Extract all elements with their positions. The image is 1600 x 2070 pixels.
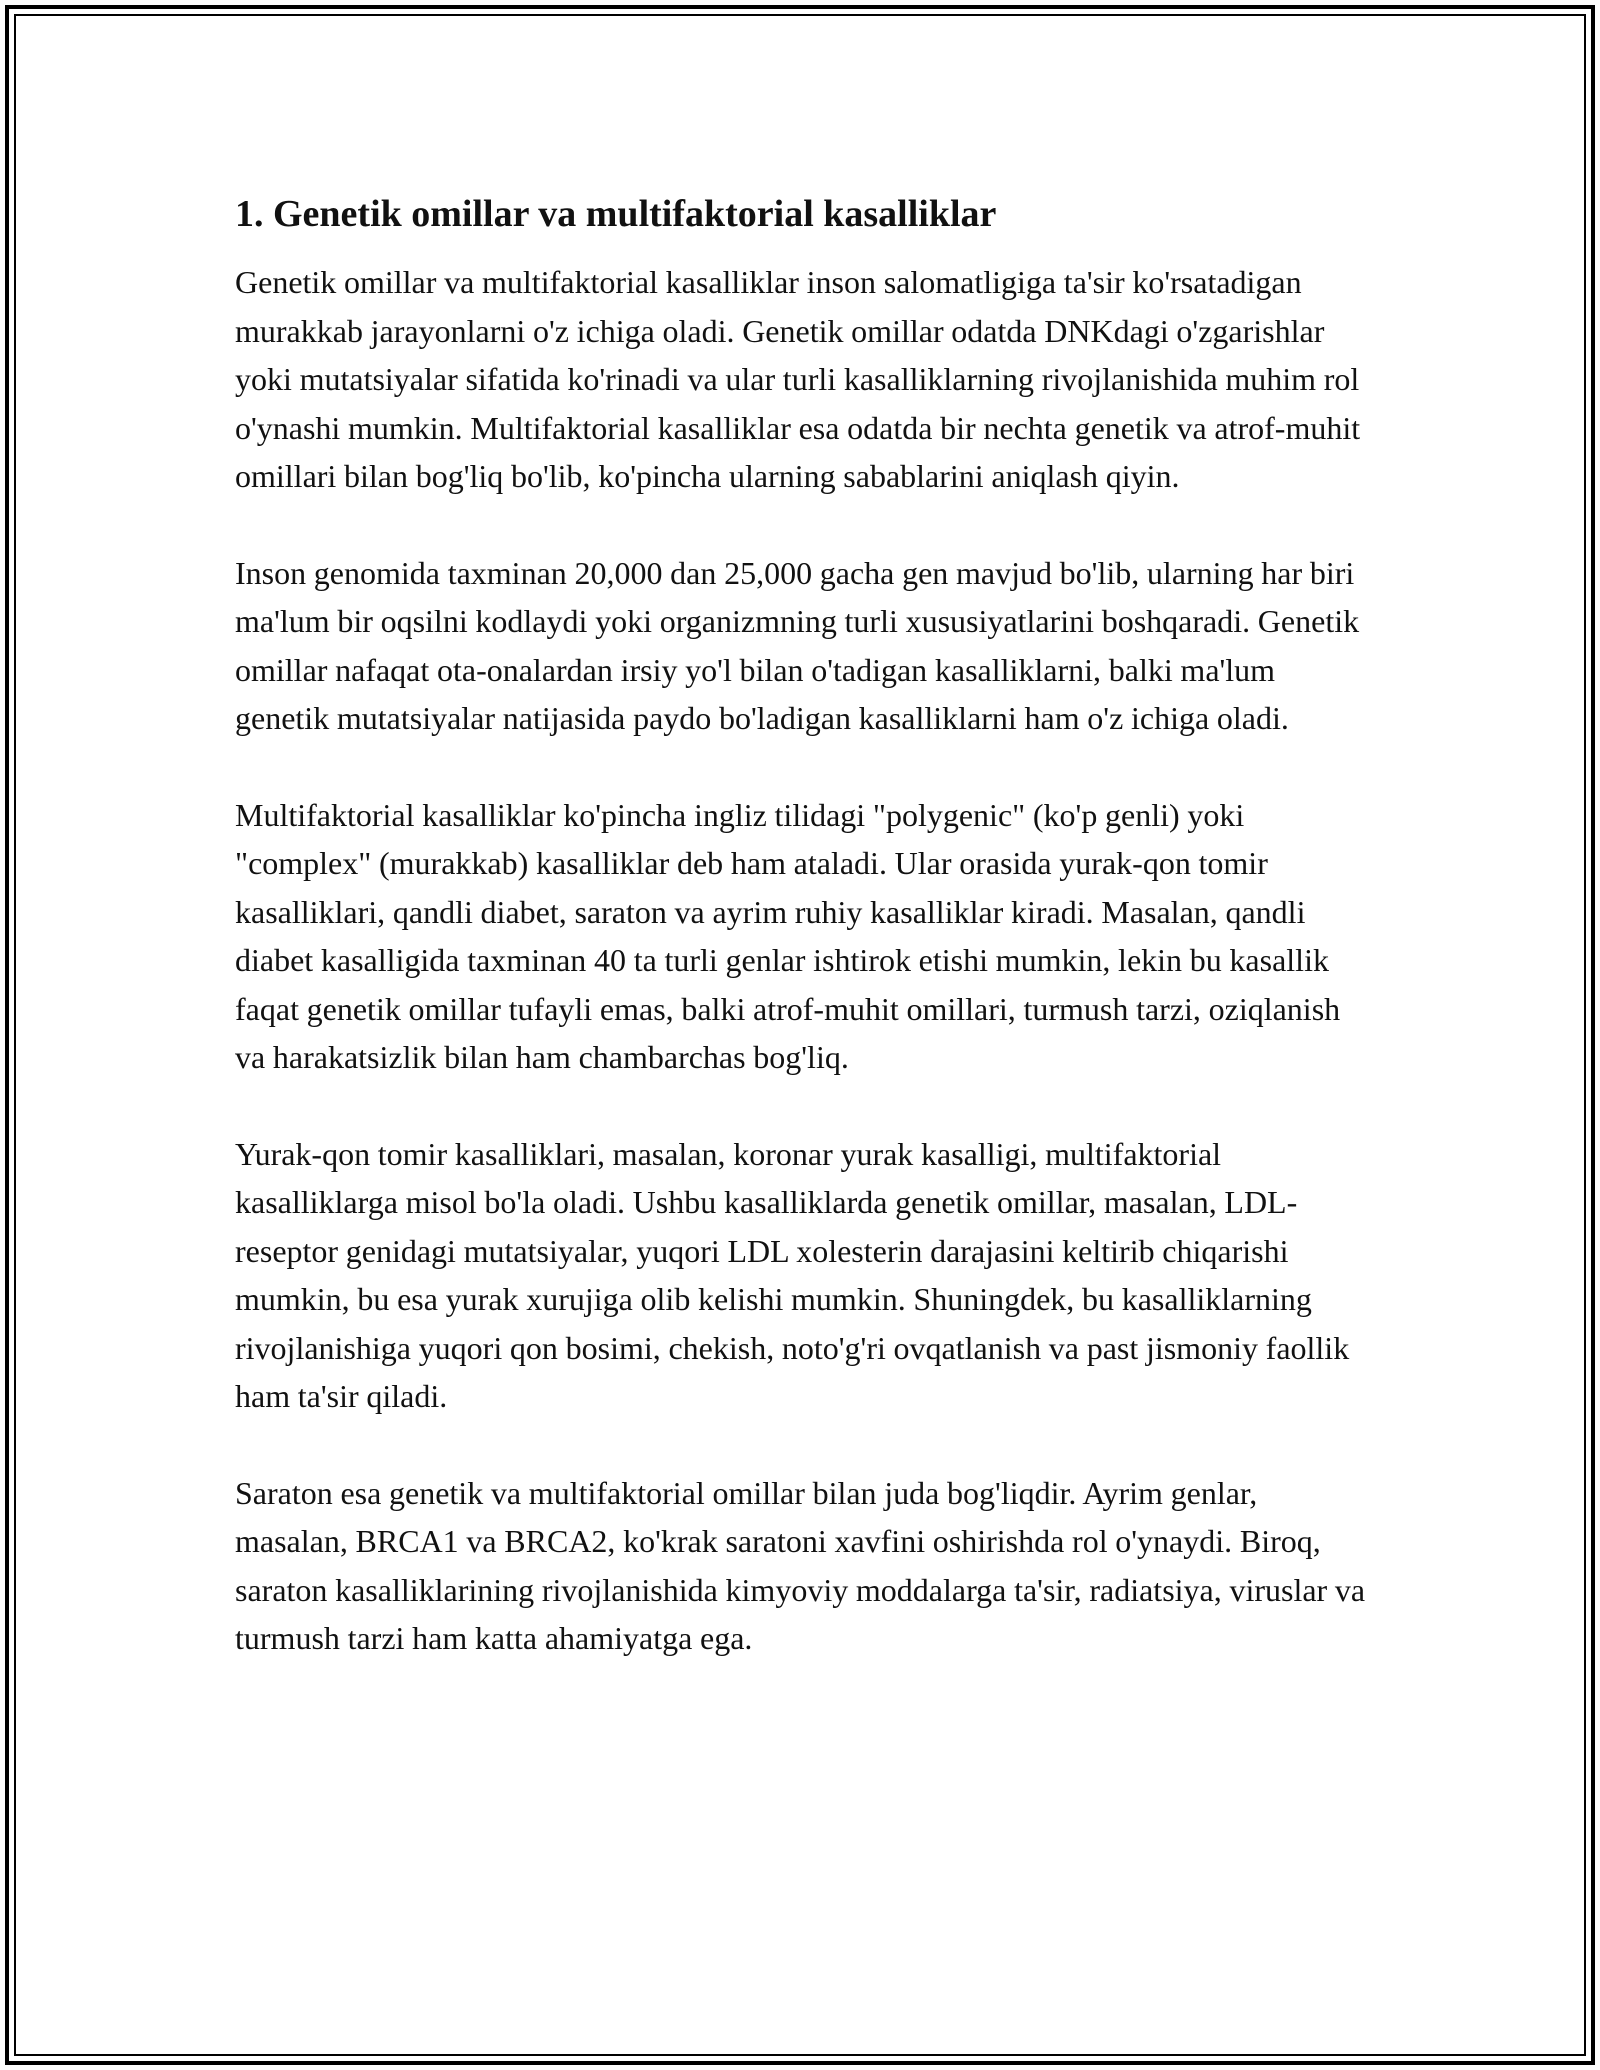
paragraph-cancer: Saraton esa genetik va multifaktorial omillar bilan juda bog'liqdir. Ayrim genlar, masalan, BRCA1 va BRCA2, ko'krak saratoni xavfini oshirishda rol o'ynaydi. Biroq, saraton kasalliklarining rivojlanishida kimyoviy moddalarga ta'sir, radiatsiya, viruslar va turmush tarzi ham katta ahamiyatga ega. xyxy=(235,1474,1366,1656)
section-heading: 1. Genetik omillar va multifaktorial kasalliklar xyxy=(235,193,997,235)
paragraph-cardiovascular: Yurak-qon tomir kasalliklari, masalan, koronar yurak kasalligi, multifaktorial kasalliklarga misol bo'la oladi. Ushbu kasalliklarda genetik omillar, masalan, LDL-reseptor genidagi mutatsiyalar, yuqori LDL xolesterin darajasini keltirib chiqarishi mumkin, bu esa yurak xurujiga olib kelishi mumkin. Shuningdek, bu kasalliklarning rivojlanishiga yuqori qon bosimi, chekish, noto'g'ri ovqatlanish va past jismoniy faollik ham ta'sir qiladi. xyxy=(235,1135,1350,1414)
paragraph-intro: Genetik omillar va multifaktorial kasalliklar inson salomatligiga ta'sir ko'rsatadigan murakkab jarayonlarni o'z ichiga oladi. Genetik omillar odatda DNKdagi o'zgarishlar yoki mutatsiyalar sifatida ko'rinadi va ular turli kasalliklarning rivojlanishida muhim rol o'ynashi mumkin. Multifaktorial kasalliklar esa odatda bir nechta genetik va atrof-muhit omillari bilan bog'liq bo'lib, ko'pincha ularning sabablarini aniqlash qiyin. xyxy=(235,264,1361,494)
document-body xyxy=(235,186,1370,1711)
paragraph-multifactorial: Multifaktorial kasalliklar ko'pincha ingliz tilidagi "polygenic" (ko'p genli) yoki "complex" (murakkab) kasalliklar deb ham ataladi. Ular orasida yurak-qon tomir kasalliklari, qandli diabet, saraton va ayrim ruhiy kasalliklar kiradi. Masalan, qandli diabet kasalligida taxminan 40 ta turli genlar ishtirok etishi mumkin, lekin bu kasallik faqat genetik omillar tufayli emas, balki atrof-muhit omillari, turmush tarzi, oziqlanish va harakatsizlik bilan ham chambarchas bog'liq. xyxy=(235,796,1341,1075)
paragraph-genome: Inson genomida taxminan 20,000 dan 25,000 gacha gen mavjud bo'lib, ularning har biri ma'lum bir oqsilni kodlaydi yoki organizmning turli xususiyatlarini boshqaradi. Genetik omillar nafaqat ota-onalardan irsiy yo'l bilan o'tadigan kasalliklarni, balki ma'lum genetik mutatsiyalar natijasida paydo bo'ladigan kasalliklarni ham o'z ichiga oladi. xyxy=(235,554,1360,736)
